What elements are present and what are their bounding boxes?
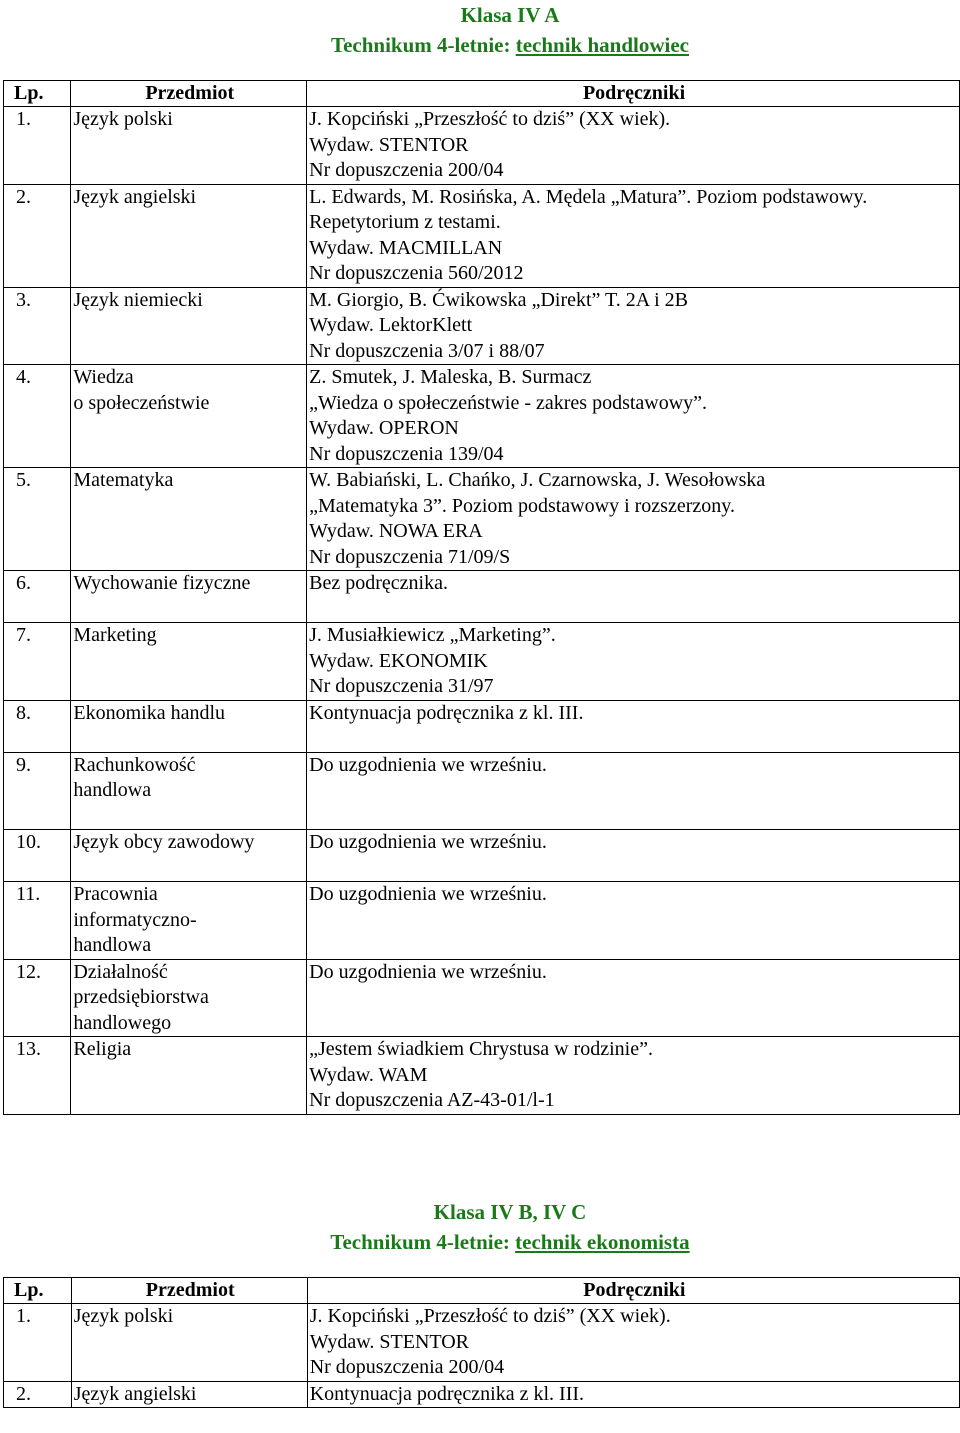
section1-class-title: Klasa IV A	[460, 3, 560, 27]
table-row	[4, 1037, 960, 1115]
section2-textbook-table	[3, 1277, 960, 1408]
textbook-line: Nr dopuszczenia 3/07 i 88/07	[309, 339, 545, 362]
row-number: 10.	[4, 830, 71, 882]
row-number: 12.	[4, 959, 71, 1037]
textbook-line: Z. Smutek, J. Maleska, B. Surmacz	[309, 366, 592, 388]
subject-line: Język angielski	[73, 185, 197, 208]
textbook-line: Wydaw. LektorKlett	[309, 314, 473, 336]
textbook-line: Do uzgodnienia we wrześniu.	[309, 883, 547, 905]
subject-line: Marketing	[73, 624, 157, 646]
row-number: 7.	[4, 623, 71, 701]
textbook-cell	[307, 468, 960, 571]
textbook-line: Do uzgodnienia we wrześniu.	[309, 753, 547, 776]
row-number: 13.	[4, 1037, 71, 1115]
subject-cell	[71, 959, 307, 1037]
subject-line: Ekonomika handlu	[73, 701, 225, 724]
table-header-row	[4, 1278, 960, 1304]
textbook-line: Wydaw. EKONOMIK	[309, 649, 488, 672]
textbook-line: Wydaw. WAM	[309, 1063, 428, 1086]
textbook-line: Repetytorium z testami.	[309, 211, 501, 233]
subject-cell	[71, 623, 307, 701]
subject-cell	[71, 700, 307, 752]
subject-cell	[71, 1381, 307, 1408]
subject-line: handlowa	[73, 934, 152, 956]
textbook-line: Nr dopuszczenia 200/04	[309, 1356, 505, 1378]
table-row	[4, 623, 960, 701]
subject-line: Wychowanie fizyczne	[73, 572, 251, 594]
row-number: 2.	[4, 184, 71, 287]
textbook-line: „Wiedza o społeczeństwie - zakres podstawowy”.	[309, 391, 708, 414]
subject-cell	[71, 1037, 307, 1115]
subject-cell	[71, 468, 307, 571]
textbook-cell	[307, 882, 960, 960]
textbook-line: J. Musiałkiewicz „Marketing”.	[309, 624, 556, 646]
section2-heading	[0, 1197, 960, 1257]
row-number: 4.	[4, 365, 71, 468]
textbook-cell	[307, 700, 960, 752]
textbook-cell	[307, 365, 960, 468]
textbook-cell	[307, 1037, 960, 1115]
table-row	[4, 107, 960, 185]
table-row	[4, 365, 960, 468]
table-row	[4, 882, 960, 960]
textbook-cell	[307, 752, 960, 830]
section1-heading	[0, 0, 960, 60]
textbook-line: Nr dopuszczenia AZ-43-01/l-1	[309, 1089, 555, 1111]
section1-textbook-table	[3, 80, 960, 1115]
textbook-line: Nr dopuszczenia 200/04	[309, 159, 504, 181]
section1-school-prefix: Technikum 4-letnie:	[330, 33, 516, 57]
textbook-line: Nr dopuszczenia 31/97	[309, 675, 494, 697]
table-row	[4, 700, 960, 752]
subject-cell	[71, 287, 307, 365]
section2-class-title: Klasa IV B, IV C	[433, 1200, 587, 1224]
section2-school-prefix: Technikum 4-letnie:	[330, 1230, 516, 1254]
textbook-cell	[307, 571, 960, 623]
subject-line: handlowego	[73, 1011, 172, 1034]
header-lp: Lp.	[4, 81, 71, 107]
subject-cell	[71, 184, 307, 287]
subject-cell	[71, 365, 307, 468]
row-number: 3.	[4, 287, 71, 365]
subject-line: Pracownia	[73, 883, 158, 905]
textbook-line: Do uzgodnienia we wrześniu.	[309, 960, 547, 983]
table-row	[4, 752, 960, 830]
subject-cell	[71, 752, 307, 830]
table-row	[4, 287, 960, 365]
subject-line: o społeczeństwie	[73, 391, 210, 414]
subject-line: Język niemiecki	[73, 288, 203, 311]
textbook-line: Nr dopuszczenia 71/09/S	[309, 545, 511, 568]
textbook-line: Do uzgodnienia we wrześniu.	[309, 831, 547, 853]
subject-line: Religia	[73, 1038, 132, 1060]
textbook-line: J. Kopciński „Przeszłość to dziś” (XX wiek).	[309, 108, 671, 130]
table-row	[4, 1304, 960, 1382]
header-books: Podręczniki	[307, 81, 960, 107]
subject-line: Rachunkowość	[73, 753, 196, 776]
table-row	[4, 468, 960, 571]
subject-line: Język polski	[73, 1305, 174, 1327]
textbook-cell	[307, 959, 960, 1037]
subject-cell	[71, 571, 307, 623]
table-row	[4, 1381, 960, 1408]
subject-line: Język obcy zawodowy	[73, 831, 255, 853]
textbook-line: Wydaw. NOWA ERA	[309, 520, 483, 542]
row-number: 2.	[4, 1381, 72, 1408]
row-number: 11.	[4, 882, 71, 960]
textbook-line: Nr dopuszczenia 560/2012	[309, 262, 524, 284]
textbook-line: „Matematyka 3”. Poziom podstawowy i rozszerzony.	[309, 494, 735, 517]
row-number: 8.	[4, 700, 71, 752]
subject-line: przedsiębiorstwa	[73, 986, 209, 1008]
textbook-line: Kontynuacja podręcznika z kl. III.	[309, 1382, 585, 1405]
subject-line: Język polski	[73, 108, 173, 130]
header-subject: Przedmiot	[71, 81, 307, 107]
table-row	[4, 830, 960, 882]
header-books: Podręczniki	[307, 1278, 959, 1304]
textbook-line: Wydaw. STENTOR	[309, 133, 469, 156]
row-number: 1.	[4, 107, 71, 185]
textbook-line: Bez podręcznika.	[309, 572, 448, 594]
row-number: 1.	[4, 1304, 72, 1382]
textbook-cell	[307, 184, 960, 287]
textbook-cell	[307, 623, 960, 701]
row-number: 6.	[4, 571, 71, 623]
textbook-cell	[307, 107, 960, 185]
textbook-line: Kontynuacja podręcznika z kl. III.	[309, 701, 584, 724]
subject-cell	[71, 1304, 307, 1382]
textbook-line: W. Babiański, L. Chańko, J. Czarnowska, J. Wesołowska	[309, 469, 766, 491]
textbook-line: L. Edwards, M. Rosińska, A. Mędela „Matura”. Poziom podstawowy.	[309, 185, 868, 208]
textbook-cell	[307, 830, 960, 882]
section2-school-line	[0, 1227, 960, 1257]
section1-profession-link[interactable]: technik handlowiec	[515, 33, 689, 57]
table-row	[4, 184, 960, 287]
subject-line: Wiedza	[73, 366, 134, 388]
table-header-row	[4, 81, 960, 107]
subject-line: handlowa	[73, 779, 152, 801]
textbook-line: Nr dopuszczenia 139/04	[309, 442, 504, 465]
table-row	[4, 959, 960, 1037]
textbook-line: Wydaw. OPERON	[309, 417, 459, 439]
textbook-line: Wydaw. MACMILLAN	[309, 236, 503, 259]
subject-cell	[71, 107, 307, 185]
textbook-line: J. Kopciński „Przeszłość to dziś” (XX wiek).	[309, 1305, 671, 1327]
header-subject: Przedmiot	[71, 1278, 307, 1304]
subject-cell	[71, 882, 307, 960]
section2-profession-link[interactable]: technik ekonomista	[515, 1230, 690, 1254]
subject-line: informatyczno-	[73, 908, 197, 931]
textbook-line: Wydaw. STENTOR	[309, 1330, 470, 1353]
textbook-line: „Jestem świadkiem Chrystusa w rodzinie”.	[309, 1038, 653, 1060]
header-lp: Lp.	[4, 1278, 72, 1304]
row-number: 5.	[4, 468, 71, 571]
subject-line: Matematyka	[73, 469, 174, 491]
section1-school-line	[0, 30, 960, 60]
table-row	[4, 571, 960, 623]
textbook-cell	[307, 287, 960, 365]
textbook-cell	[307, 1381, 959, 1408]
row-number: 9.	[4, 752, 71, 830]
subject-line: Język angielski	[73, 1382, 197, 1405]
textbook-cell	[307, 1304, 959, 1382]
subject-cell	[71, 830, 307, 882]
textbook-line: M. Giorgio, B. Ćwikowska „Direkt” T. 2A i 2B	[309, 288, 689, 311]
subject-line: Działalność	[73, 960, 168, 983]
